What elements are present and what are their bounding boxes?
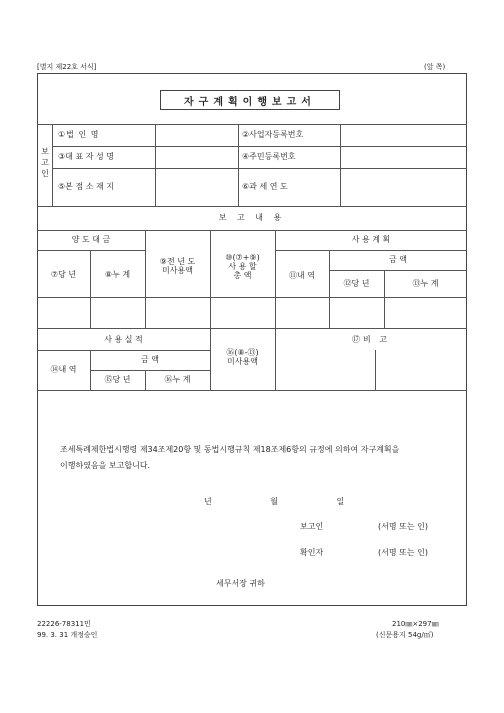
col-use-total-line2: 사 용 할: [228, 262, 257, 271]
col-current-year: ⑦당 년: [50, 270, 77, 279]
use-plan-header: 사 용 계 획: [351, 235, 391, 244]
date-line: 년 월 일: [204, 497, 373, 506]
col-prev-year-unused-line1: ⑨전 년 도: [159, 257, 196, 266]
declaration-line1: 조세특례제한법시행령 제34조제20항 및 동법시행규칙 제18조제6항의 규정에 의하여 자구계획을: [60, 445, 400, 454]
declaration-line2: 이행하였음을 보고합니다.: [60, 461, 151, 470]
col-current-year-12: ⑫당 년: [343, 279, 370, 288]
field-label-resident-no: ④주민등록번호: [242, 152, 296, 161]
reporter-side-label: 보고인: [41, 147, 49, 178]
col-current-year-15: ⑮당 년: [104, 375, 131, 384]
reporter-sign: (서명 또는 인): [378, 522, 428, 531]
field-label-biz-reg-no: ②사업자등록번호: [242, 130, 304, 139]
col-prev-year-unused-line2: 미사용액: [162, 266, 193, 275]
col-details-14: ⑭내 역: [50, 365, 77, 374]
addressee: 세무서장 귀하: [216, 579, 265, 588]
transfer-price-header: 양 도 대 금: [71, 235, 111, 244]
form-title: 자구계획이행보고서: [160, 90, 340, 110]
actual-use-header: 사 용 실 적: [104, 335, 143, 344]
footer-approved: 99. 3. 31 개정승인: [37, 631, 98, 639]
field-label-hq-address: ⑤본 점 소 재 지: [58, 182, 114, 191]
col-cumulative: ⑧누 계: [104, 270, 131, 279]
footer-size: 210㎜×297㎜: [392, 620, 439, 628]
col-unused-16-line1: ⑯(⑧-⑬): [226, 348, 259, 357]
col-amount-plan: 금 액: [389, 255, 407, 264]
col-cumulative-16: ⑯누 계: [164, 375, 191, 384]
confirmer-label: 확인자: [300, 548, 324, 557]
col-use-total-line1: ⑩(⑦+⑨): [225, 253, 260, 262]
footer-code: 22226-78311민: [37, 620, 91, 628]
field-label-tax-year: ⑥과 세 연 도: [242, 182, 288, 191]
col-amount-actual: 금 액: [141, 355, 159, 364]
remarks-header: ⑰비 고: [352, 335, 390, 344]
field-label-rep-name: ③대 표 자 성 명: [58, 152, 114, 161]
confirmer-sign: (서명 또는 인): [378, 548, 428, 557]
col-use-total-line3: 총 액: [233, 271, 252, 280]
form-number: [별지 제22호 서식]: [37, 63, 97, 71]
col-cumulative-13: ⑬누 계: [412, 279, 439, 288]
col-unused-16-line2: 미사용액: [227, 357, 258, 366]
footer-paper: (신문용지 54g/㎡): [376, 631, 434, 639]
field-label-corp-name: ①법 인 명: [58, 130, 100, 139]
reporter-label: 보고인: [300, 522, 324, 531]
col-details-11: ⑪내 역: [289, 271, 315, 280]
report-section-title: 보 고 내 용: [218, 213, 286, 222]
page-side: (앞 쪽): [424, 63, 446, 71]
